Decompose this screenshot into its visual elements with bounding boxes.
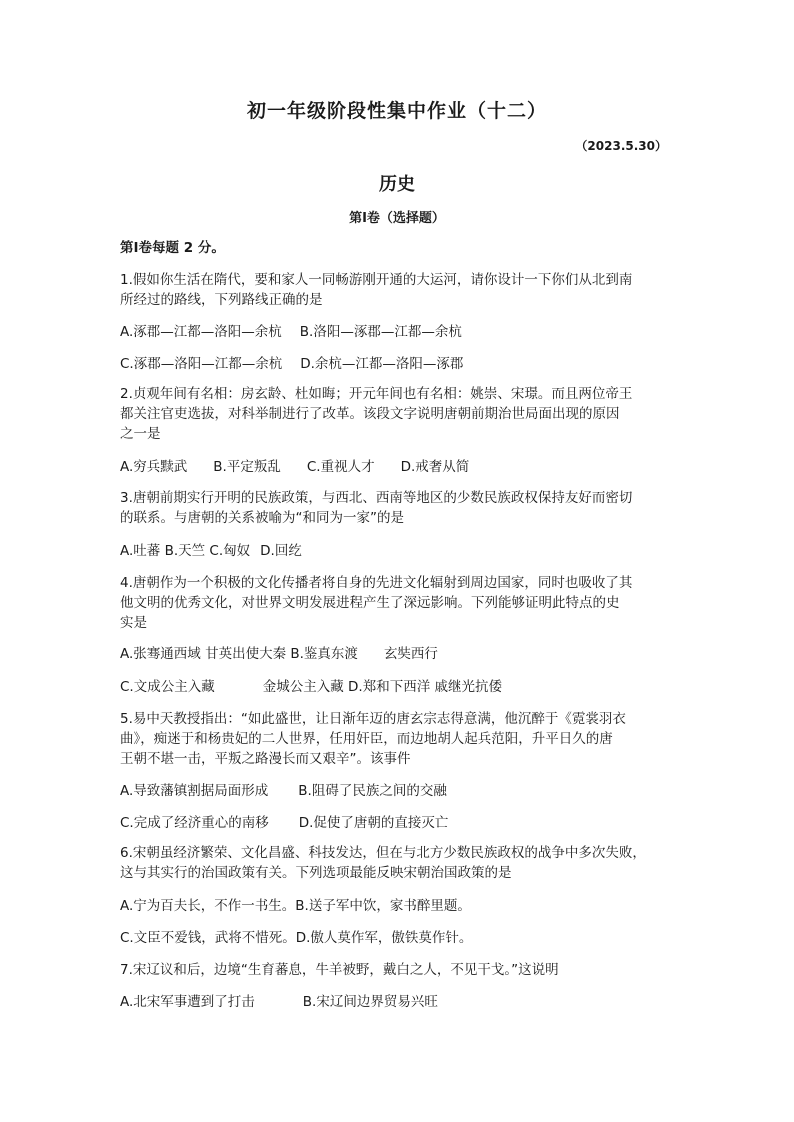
option-row: [120, 354, 690, 374]
option-row: [120, 928, 690, 948]
question-stem: 1.假如你生活在隋代，要和家人一同畅游刚开通的大运河，请你设计一下你们从北到南: [120, 272, 633, 288]
option-row: [120, 644, 690, 664]
option-d: D.戒奢从简: [400, 459, 470, 475]
option-a: A.北宋军事遭到了打击: [120, 994, 255, 1010]
option-a-b: A.宁为百夫长，不作一书生。B.送子军中饮，家书醉里题。: [120, 898, 471, 914]
option-c: C.文成公主入藏: [120, 679, 215, 695]
subject-heading: 历史: [379, 174, 415, 195]
exam-date: （2023.5.30）: [575, 139, 667, 153]
option-d: D.促使了唐朝的直接灭亡: [298, 815, 449, 831]
question-stem: 之一是: [120, 426, 161, 442]
question-stem: 的联系。与唐朝的关系被喻为“和同为一家”的是: [120, 510, 404, 526]
option-d: D.余杭—江都—洛阳—涿郡: [300, 356, 464, 372]
option-c: C.涿郡—洛阳—江都—余杭: [120, 356, 283, 372]
question-stem: 7.宋辽议和后，边境“生育蕃息，牛羊被野，戴白之人，不见干戈。”这说明: [120, 962, 559, 978]
option-row: [120, 896, 690, 916]
option-a: A.涿郡—江都—洛阳—余杭: [120, 324, 282, 340]
question-stem: 所经过的路线，下列路线正确的是: [120, 292, 323, 308]
question-stem: 曲》，痴迷于和杨贵妃的二人世界，任用奸臣，而边地胡人起兵范阳，升平日久的唐: [120, 731, 613, 747]
option-b: B.阻碍了民族之间的交融: [298, 783, 447, 799]
option-a: A.穷兵黩武: [120, 459, 188, 475]
option-c-d: C.文臣不爱钱，武将不惜死。D.傲人莫作军，傲铁莫作针。: [120, 930, 473, 946]
option-row: [120, 541, 690, 561]
question-stem: 5.易中天教授指出：“如此盛世，让日渐年迈的唐玄宗志得意满，他沉醉于《霓裳羽衣: [120, 711, 626, 727]
question-stem: 4.唐朝作为一个积极的文化传播者将自身的先进文化辐射到周边国家，同时也吸收了其: [120, 575, 633, 591]
question-stem: 3.唐朝前期实行开明的民族政策，与西北、西南等地区的少数民族政权保持友好而密切: [120, 490, 633, 506]
option-row: [120, 322, 690, 342]
option-c: C.完成了经济重心的南移: [120, 815, 269, 831]
option-a-b-c: A.吐蕃 B.天竺 C.匈奴: [120, 543, 251, 559]
question-stem: 都关注官吏选拔，对科举制进行了改革。该段文字说明唐朝前期治世局面出现的原因: [120, 406, 620, 422]
question-stem: 这与其实行的治国政策有关。下列选项最能反映宋朝治国政策的是: [120, 865, 512, 881]
question-stem: 实是: [120, 615, 147, 631]
option-a: A.导致藩镇割据局面形成: [120, 783, 269, 799]
option-c-d: 金城公主入藏 D.郑和下西洋 戚继光抗倭: [262, 679, 502, 695]
option-b: B.平定叛乱: [213, 459, 281, 475]
option-a-b: A.张骞通西域 甘英出使大秦 B.鉴真东渡: [120, 646, 358, 662]
option-row: [120, 457, 690, 477]
option-b-cont: 玄奘西行: [383, 646, 438, 662]
option-b: B.宋辽间边界贸易兴旺: [302, 994, 438, 1010]
option-d: D.回纥: [260, 543, 302, 559]
option-c: C.重视人才: [306, 459, 375, 475]
section-instruction: 第Ⅰ卷每题 2 分。: [120, 240, 225, 256]
question-stem: 王朝不堪一击，平叛之路漫长而又艰辛”。该事件: [120, 751, 411, 767]
question-stem: 他文明的优秀文化，对世界文明发展进程产生了深远影响。下列能够证明此特点的史: [120, 595, 620, 611]
option-row: [120, 781, 690, 801]
option-row: [120, 677, 690, 697]
option-row: [120, 992, 690, 1012]
page-title: 初一年级阶段性集中作业（十二）: [246, 100, 547, 122]
section-heading: 第Ⅰ卷（选择题）: [349, 211, 445, 226]
question-stem: 2.贞观年间有名相：房玄龄、杜如晦；开元年间也有名相：姚崇、宋璟。而且两位帝王: [120, 386, 633, 402]
question-stem: 6.宋朝虽经济繁荣、文化昌盛、科技发达，但在与北方少数民族政权的战争中多次失败，: [120, 845, 646, 861]
option-b: B.洛阳—涿郡—江都—余杭: [299, 324, 462, 340]
option-row: [120, 813, 690, 833]
